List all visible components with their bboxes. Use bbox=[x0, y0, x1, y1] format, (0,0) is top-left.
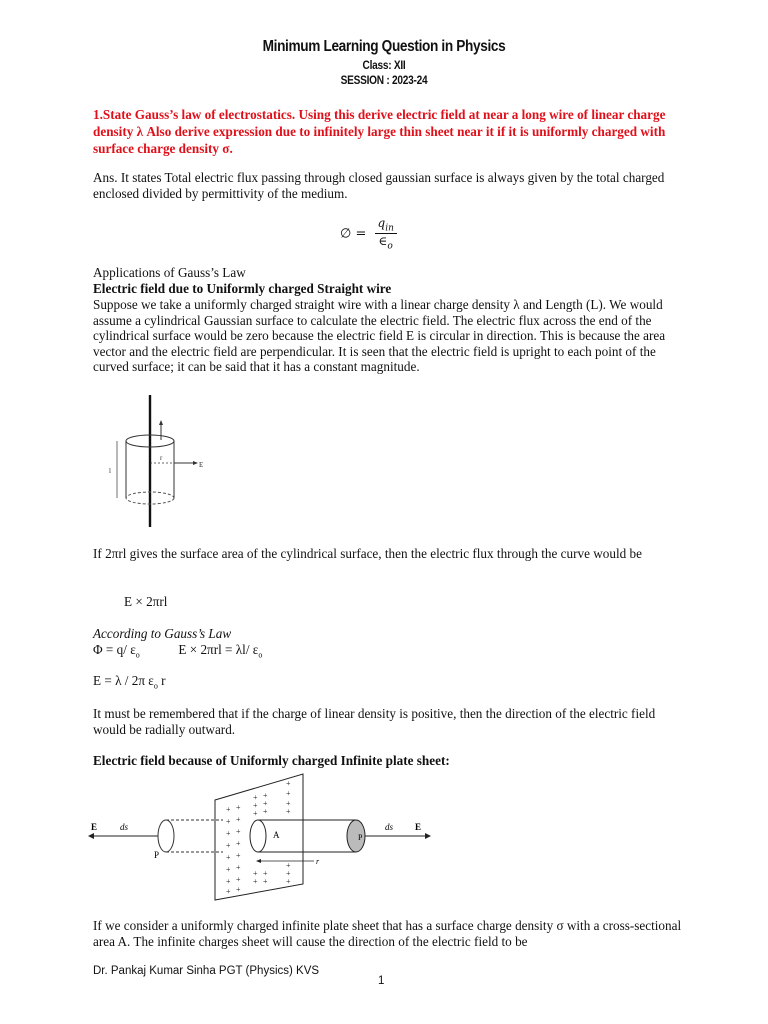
svg-text:+: + bbox=[286, 861, 291, 870]
wire-paragraph: Suppose we take a uniformly charged straight wire with a linear charge density λ and Length (L). We would assume a cylindrical Gaussian surface to calculate the electric field. The electric flux across the end of the cylindrical surface would be zero because the electric field E is circular in direction. This is because the area vector and the electric field are perpendicular. It is seen that the electric field is upright to each point of the curved surface; it can be said that it has a constant magnitude. bbox=[93, 297, 666, 374]
flux-expression: E × 2πrl bbox=[124, 594, 168, 609]
svg-text:+: + bbox=[286, 869, 291, 878]
sheet-heading: Electric field because of Uniformly charged Infinite plate sheet: bbox=[93, 753, 450, 768]
formula-fraction bbox=[375, 216, 397, 252]
equation-2: E = λ / 2π $\varepsilon_o$ r bbox=[93, 673, 166, 691]
svg-text:+: + bbox=[263, 869, 268, 878]
sheet-label-r: r bbox=[316, 857, 320, 866]
formula-lhs: ∅ = bbox=[340, 226, 367, 242]
wire-label-e: E bbox=[199, 461, 204, 469]
answer-intro: Ans. It states Total electric flux passing through closed gaussian surface is always given by the total charged enclosed divided by permittivity of the medium. bbox=[93, 170, 665, 201]
according-to: According to Gauss’s Law bbox=[93, 626, 232, 641]
svg-text:+: + bbox=[253, 793, 258, 802]
svg-text:+: + bbox=[226, 841, 231, 850]
sheet-label-p-right: P bbox=[358, 833, 363, 842]
svg-text:+: + bbox=[236, 827, 241, 836]
sheet-label-p-left: P bbox=[154, 850, 160, 860]
svg-text:+: + bbox=[263, 791, 268, 800]
footer-author: Dr. Pankaj Kumar Sinha PGT (Physics) KVS bbox=[93, 965, 320, 977]
document-title: Minimum Learning Question in Physics bbox=[262, 38, 506, 55]
svg-text:+: + bbox=[226, 829, 231, 838]
svg-text:+: + bbox=[263, 799, 268, 808]
svg-text:+: + bbox=[253, 869, 258, 878]
flux-paragraph: If 2πrl gives the surface area of the cylindrical surface, then the electric flux through the curve would be bbox=[93, 546, 642, 561]
wire-heading: Electric field due to Uniformly charged Straight wire bbox=[93, 281, 392, 296]
svg-text:+: + bbox=[236, 803, 241, 812]
svg-text:+: + bbox=[226, 805, 231, 814]
svg-text:+: + bbox=[236, 851, 241, 860]
wire-label-r: r bbox=[160, 454, 163, 462]
svg-text:+: + bbox=[226, 817, 231, 826]
direction-paragraph: It must be remembered that if the charge of linear density is positive, then the direction of the electric field would be radially outward. bbox=[93, 706, 656, 737]
svg-text:+: + bbox=[236, 885, 241, 894]
gauss-formula bbox=[340, 216, 397, 252]
sheet-paragraph: If we consider a uniformly charged infinite plate sheet that has a surface charge density σ with a cross-sectional area A. The infinite charges sheet will cause the direction of the electric field to be bbox=[93, 918, 682, 949]
question-text: 1.State Gauss’s law of electrostatics. Using this derive electric field at near a long wire of linear charge density λ Also derive expression due to infinitely large thin sheet near it if it is uniformly charged with surface charge density σ. bbox=[93, 107, 666, 156]
svg-text:+: + bbox=[236, 839, 241, 848]
wire-label-l: l bbox=[109, 467, 111, 475]
svg-text:+: + bbox=[236, 863, 241, 872]
charged-wire-figure bbox=[105, 393, 210, 529]
svg-text:+: + bbox=[236, 875, 241, 884]
svg-text:+: + bbox=[286, 807, 291, 816]
sheet-label-ds-right: ds bbox=[385, 822, 394, 832]
svg-text:+: + bbox=[226, 853, 231, 862]
formula-denominator: $\in_o$ bbox=[378, 234, 393, 252]
svg-text:+: + bbox=[286, 779, 291, 788]
svg-text:+: + bbox=[263, 877, 268, 886]
svg-text:+: + bbox=[263, 807, 268, 816]
sheet-label-e-left: E bbox=[91, 822, 98, 832]
svg-text:+: + bbox=[286, 789, 291, 798]
svg-text:+: + bbox=[253, 801, 258, 810]
session-line: SESSION : 2023-24 bbox=[340, 75, 428, 87]
charged-sheet-figure bbox=[88, 772, 433, 902]
svg-text:+: + bbox=[253, 877, 258, 886]
sheet-label-ds-left: ds bbox=[120, 822, 129, 832]
svg-text:+: + bbox=[253, 809, 258, 818]
sheet-label-e-right: E bbox=[415, 822, 422, 832]
equation-1: Φ = q/ $\varepsilon_o$ E × 2πrl = λl/ $\varepsilon_o$ bbox=[93, 642, 263, 660]
formula-numerator: $q_{in}$ bbox=[375, 216, 397, 234]
svg-text:+: + bbox=[226, 877, 231, 886]
svg-text:+: + bbox=[226, 887, 231, 896]
svg-text:+: + bbox=[226, 865, 231, 874]
svg-text:+: + bbox=[286, 877, 291, 886]
sheet-label-a: A bbox=[273, 830, 280, 840]
class-line: Class: XII bbox=[362, 60, 406, 72]
page-number: 1 bbox=[378, 975, 385, 987]
svg-text:+: + bbox=[286, 799, 291, 808]
applications-heading: Applications of Gauss’s Law bbox=[93, 265, 246, 280]
svg-text:+: + bbox=[236, 815, 241, 824]
